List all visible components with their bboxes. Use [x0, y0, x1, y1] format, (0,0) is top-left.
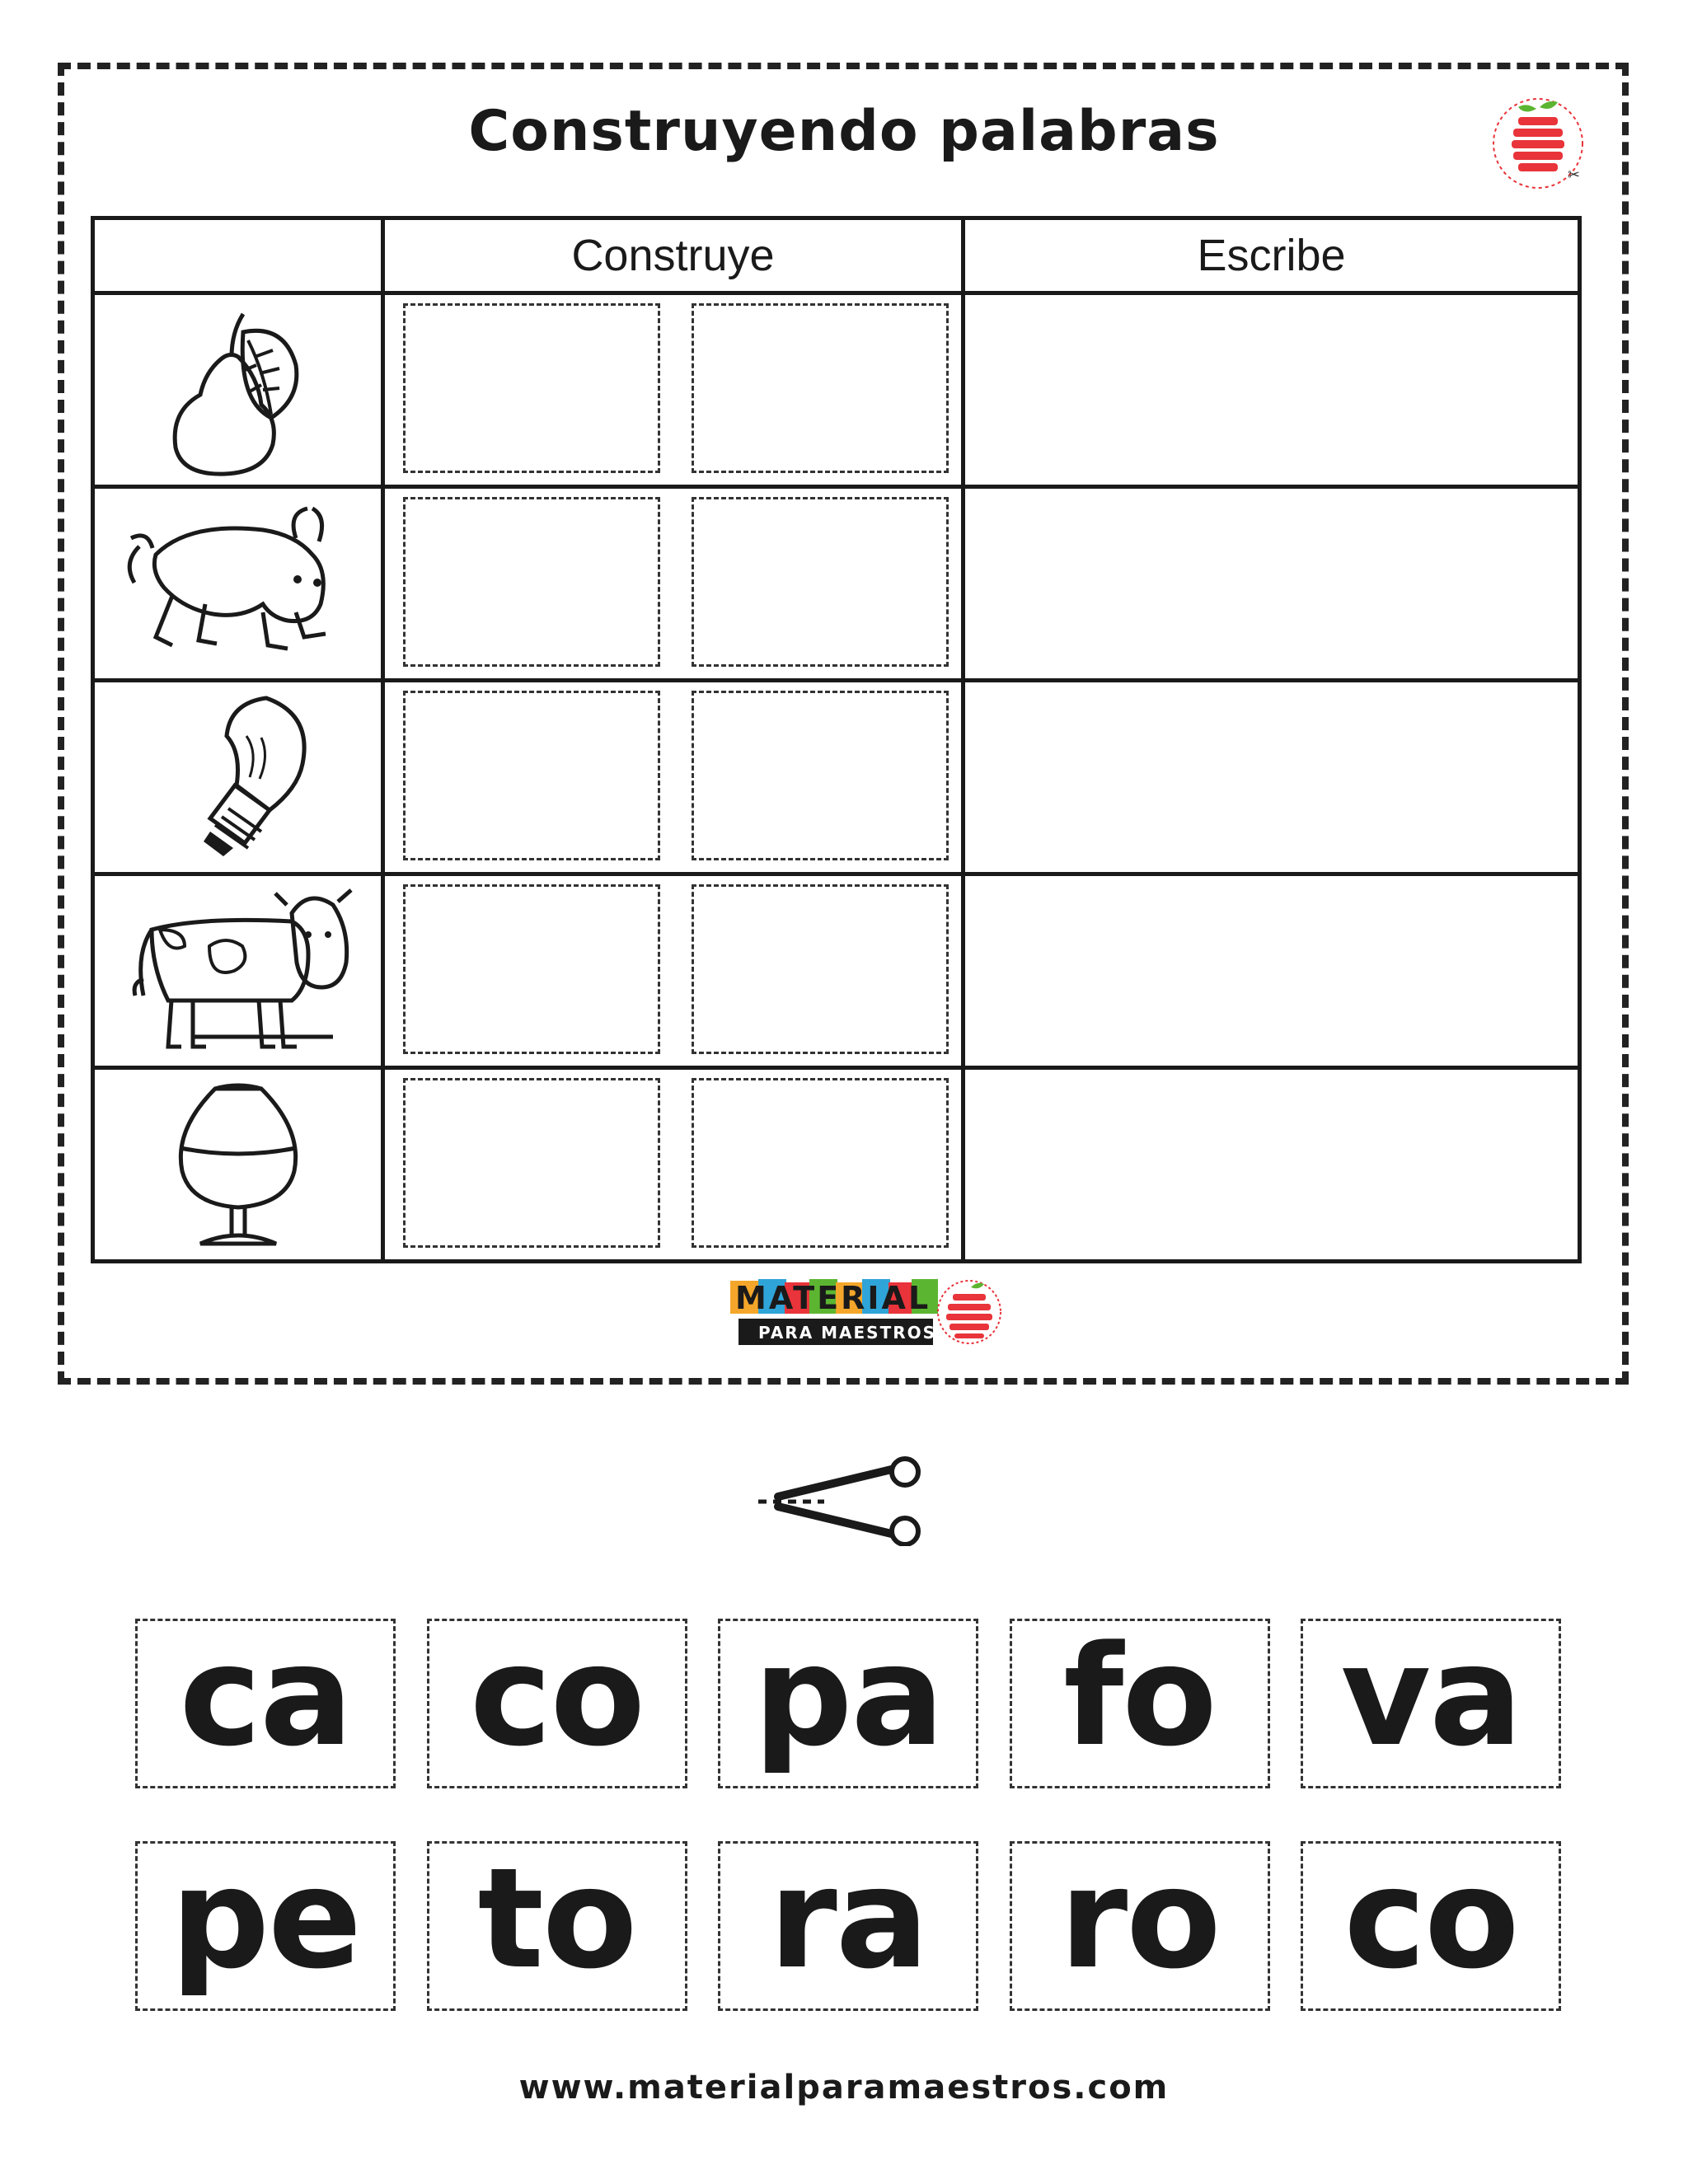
picture-cell: [93, 1068, 383, 1262]
escribe-cell[interactable]: [964, 681, 1580, 874]
material-para-maestros-logo: [730, 1276, 1002, 1350]
syllable-card[interactable]: pe: [135, 1841, 396, 2011]
header-escribe: Escribe: [964, 218, 1580, 293]
picture-cell: [93, 293, 383, 487]
brand-subtitle: PARA MAESTROS: [758, 1323, 937, 1343]
syllable-drop-slot[interactable]: [403, 1078, 660, 1248]
construye-cell: [383, 487, 964, 681]
picture-cell: [93, 874, 383, 1068]
syllable-card[interactable]: co: [1301, 1841, 1561, 2011]
syllable-drop-slot[interactable]: [403, 884, 660, 1054]
syllable-drop-slot[interactable]: [403, 497, 660, 667]
page-title: Construyendo palabras: [468, 99, 1220, 164]
svg-text:✂: ✂: [1568, 166, 1581, 184]
construye-cell: [383, 1068, 964, 1262]
footer-website: www.materialparamaestros.com: [518, 2069, 1170, 2107]
syllable-card[interactable]: va: [1301, 1619, 1561, 1788]
syllable-drop-slot[interactable]: [403, 303, 660, 473]
syllable-drop-slot[interactable]: [692, 1078, 949, 1248]
syllable-drop-slot[interactable]: [692, 303, 949, 473]
brand-word: MATERIAL: [735, 1280, 931, 1316]
escribe-cell[interactable]: [964, 874, 1580, 1068]
table-header-row: [93, 218, 1580, 293]
escribe-cell[interactable]: [964, 293, 1580, 487]
table-row: [93, 1068, 1580, 1262]
scissors-icon: [758, 1455, 931, 1546]
table-row: [93, 487, 1580, 681]
goblet-icon: [156, 1074, 321, 1255]
header-picture: [93, 218, 383, 293]
picture-cell: [93, 681, 383, 874]
bull-icon: [106, 497, 370, 670]
pear-icon: [139, 299, 337, 480]
lightbulb-icon: [156, 687, 321, 868]
escribe-cell[interactable]: [964, 487, 1580, 681]
construye-cell: [383, 293, 964, 487]
table-row: [93, 874, 1580, 1068]
syllable-card[interactable]: co: [427, 1619, 687, 1788]
syllable-card[interactable]: ca: [135, 1619, 396, 1788]
syllable-drop-slot[interactable]: [692, 691, 949, 860]
construye-cell: [383, 681, 964, 874]
table-row: [93, 681, 1580, 874]
header-construye: Construye: [383, 218, 964, 293]
table-row: [93, 293, 1580, 487]
construye-cell: [383, 874, 964, 1068]
syllable-cards: [135, 1615, 1561, 2064]
syllable-card[interactable]: ra: [718, 1841, 978, 2011]
syllable-card[interactable]: fo: [1010, 1619, 1270, 1788]
syllable-drop-slot[interactable]: [692, 497, 949, 667]
syllable-drop-slot[interactable]: [692, 884, 949, 1054]
syllable-drop-slot[interactable]: [403, 691, 660, 860]
word-building-table: [91, 216, 1582, 1263]
picture-cell: [93, 487, 383, 681]
apple-logo-icon: [1489, 92, 1587, 191]
syllable-card-row: [135, 1838, 1561, 2011]
syllable-card[interactable]: ro: [1010, 1841, 1270, 2011]
syllable-card[interactable]: to: [427, 1841, 687, 2011]
cow-icon: [110, 880, 366, 1062]
syllable-card-row: [135, 1615, 1561, 1788]
syllable-card[interactable]: pa: [718, 1619, 978, 1788]
escribe-cell[interactable]: [964, 1068, 1580, 1262]
